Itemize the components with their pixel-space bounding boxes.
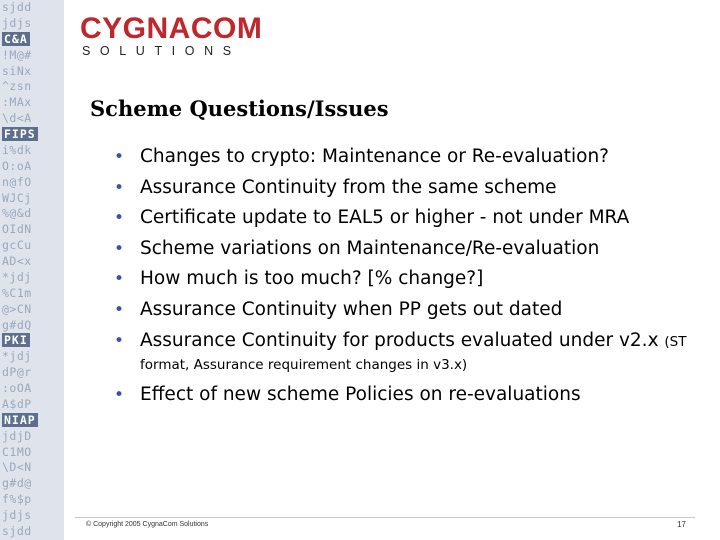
bullet-item (114, 329, 715, 376)
sidebar-highlight-label (0, 32, 64, 48)
bullet-list (114, 146, 715, 415)
sidebar-row-text: :oOA (2, 381, 32, 395)
sidebar-row-text: sjdd (2, 523, 32, 538)
bullet-icon: • (114, 177, 125, 198)
sidebar-row-text: O:oA (2, 158, 32, 173)
sidebar-row-text: sjdd (2, 0, 32, 14)
sidebar-glyph-row (0, 64, 64, 80)
sidebar-glyph-row (0, 445, 64, 461)
bullet-icon: • (114, 238, 125, 259)
sidebar-glyph-row (0, 0, 64, 16)
sidebar-glyph-row (0, 159, 64, 175)
bullet-item (114, 237, 715, 260)
sidebar-glyph-row (0, 524, 64, 540)
bullet-text: Certificate update to EAL5 or higher - not under MRA (140, 207, 630, 229)
sidebar-row-text: %@&d (2, 206, 32, 221)
sidebar-row-text: @>CN (2, 301, 32, 316)
sidebar-row-text: WJCj (2, 190, 32, 205)
bullet-note: (ST format, Assurance requirement changes in v3.x) (140, 333, 687, 373)
sidebar-glyph-row (0, 460, 64, 476)
sidebar-highlight-label (0, 127, 64, 143)
sidebar-glyph-row (0, 318, 64, 334)
sidebar-row-text: !M@# (2, 47, 32, 62)
bullet-item (114, 384, 715, 406)
sidebar-row-text: C1MO (2, 444, 32, 459)
sidebar-glyph-row (0, 429, 64, 445)
sidebar-row-text: *jdj (2, 269, 32, 284)
bullet-icon: • (114, 299, 125, 320)
bullet-icon: • (114, 269, 125, 290)
slide-title: Scheme Questions/Issues (90, 96, 389, 121)
sidebar-row-text: C&A (4, 31, 28, 46)
sidebar-glyph-row (0, 286, 64, 302)
sidebar-row-text: AD<x (2, 254, 32, 268)
bullet-icon: • (114, 147, 125, 167)
bullet-text: Assurance Continuity for products evaluated under v2.x (140, 329, 659, 351)
sidebar-glyph-row (0, 349, 64, 365)
sidebar-row-text: PKI (4, 333, 28, 348)
bullet-icon: • (114, 208, 125, 229)
bullet-icon: • (114, 330, 125, 351)
sidebar-row-text: i%dk (2, 142, 32, 157)
sidebar-row-text: dP@r (2, 365, 32, 380)
sidebar-glyph-row (0, 476, 64, 492)
sidebar-glyph-row (0, 238, 64, 254)
sidebar-row-text: jdjs (2, 15, 32, 30)
sidebar-row-text: FIPS (4, 127, 36, 141)
sidebar-row-text: \D<N (2, 460, 32, 475)
sidebar-row-text: jdjs (2, 508, 32, 522)
company-logo-subtitle: SOLUTIONS (82, 44, 241, 58)
sidebar-row-text: f%$p (2, 492, 32, 507)
sidebar-glyph-row (0, 95, 64, 111)
sidebar-row-text: %C1m (2, 285, 32, 300)
sidebar-glyph-row (0, 206, 64, 222)
bullet-text: How much is too much? [% change?] (140, 268, 484, 290)
sidebar-glyph-row (0, 222, 64, 238)
bullet-item (114, 207, 715, 229)
bullet-item (114, 268, 715, 290)
sidebar-glyph-row (0, 270, 64, 286)
page-number: 17 (677, 520, 686, 529)
sidebar-row-text: ^zsn (2, 79, 32, 94)
sidebar-row-text: gcCu (2, 238, 32, 253)
sidebar-row-text: *jdj (2, 349, 32, 364)
sidebar-highlight-label (0, 333, 64, 349)
sidebar-row-text: A$dP (2, 396, 32, 411)
bullet-item (114, 298, 715, 321)
bullet-item (114, 176, 715, 199)
bullet-text: Changes to crypto: Maintenance or Re-evaluation? (140, 146, 609, 167)
sidebar-glyph-row (0, 111, 64, 127)
sidebar-glyph-row (0, 492, 64, 508)
sidebar-row-text: :MAx (2, 95, 32, 110)
bullet-text: Assurance Continuity from the same scheme (140, 176, 557, 198)
sidebar-row-text: OIdN (2, 222, 32, 237)
sidebar-glyph-row (0, 381, 64, 397)
decorative-sidebar (0, 0, 64, 540)
bullet-text: Assurance Continuity when PP gets out dated (140, 298, 563, 320)
sidebar-row-text: NIAP (4, 412, 36, 427)
sidebar-glyph-row (0, 302, 64, 318)
sidebar-glyph-row (0, 175, 64, 191)
footer-copyright: © Copyright 2005 CygnaCom Solutions (86, 521, 209, 528)
sidebar-glyph-row (0, 191, 64, 207)
sidebar-row-text: \d<A (2, 111, 32, 126)
sidebar-row-text: g#dQ (2, 317, 32, 332)
sidebar-glyph-row (0, 48, 64, 64)
sidebar-row-text: siNx (2, 63, 32, 78)
sidebar-highlight-label (0, 413, 64, 429)
sidebar-glyph-row (0, 397, 64, 413)
sidebar-glyph-row (0, 365, 64, 381)
bullet-icon: • (114, 385, 125, 406)
sidebar-glyph-row (0, 508, 64, 524)
bullet-text: Scheme variations on Maintenance/Re-evaluation (140, 237, 600, 259)
sidebar-glyph-row (0, 79, 64, 95)
sidebar-row-text: g#d@ (2, 476, 32, 491)
sidebar-glyph-row (0, 16, 64, 32)
sidebar-glyph-row (0, 254, 64, 270)
company-logo-name: CYGNACOM (80, 12, 263, 45)
bullet-item (114, 146, 715, 168)
sidebar-glyph-row (0, 143, 64, 159)
sidebar-row-text: n@fO (2, 174, 32, 189)
bullet-text: Effect of new scheme Policies on re-evaluations (140, 384, 581, 406)
footer-divider (75, 517, 695, 518)
sidebar-row-text: jdjD (2, 428, 32, 443)
